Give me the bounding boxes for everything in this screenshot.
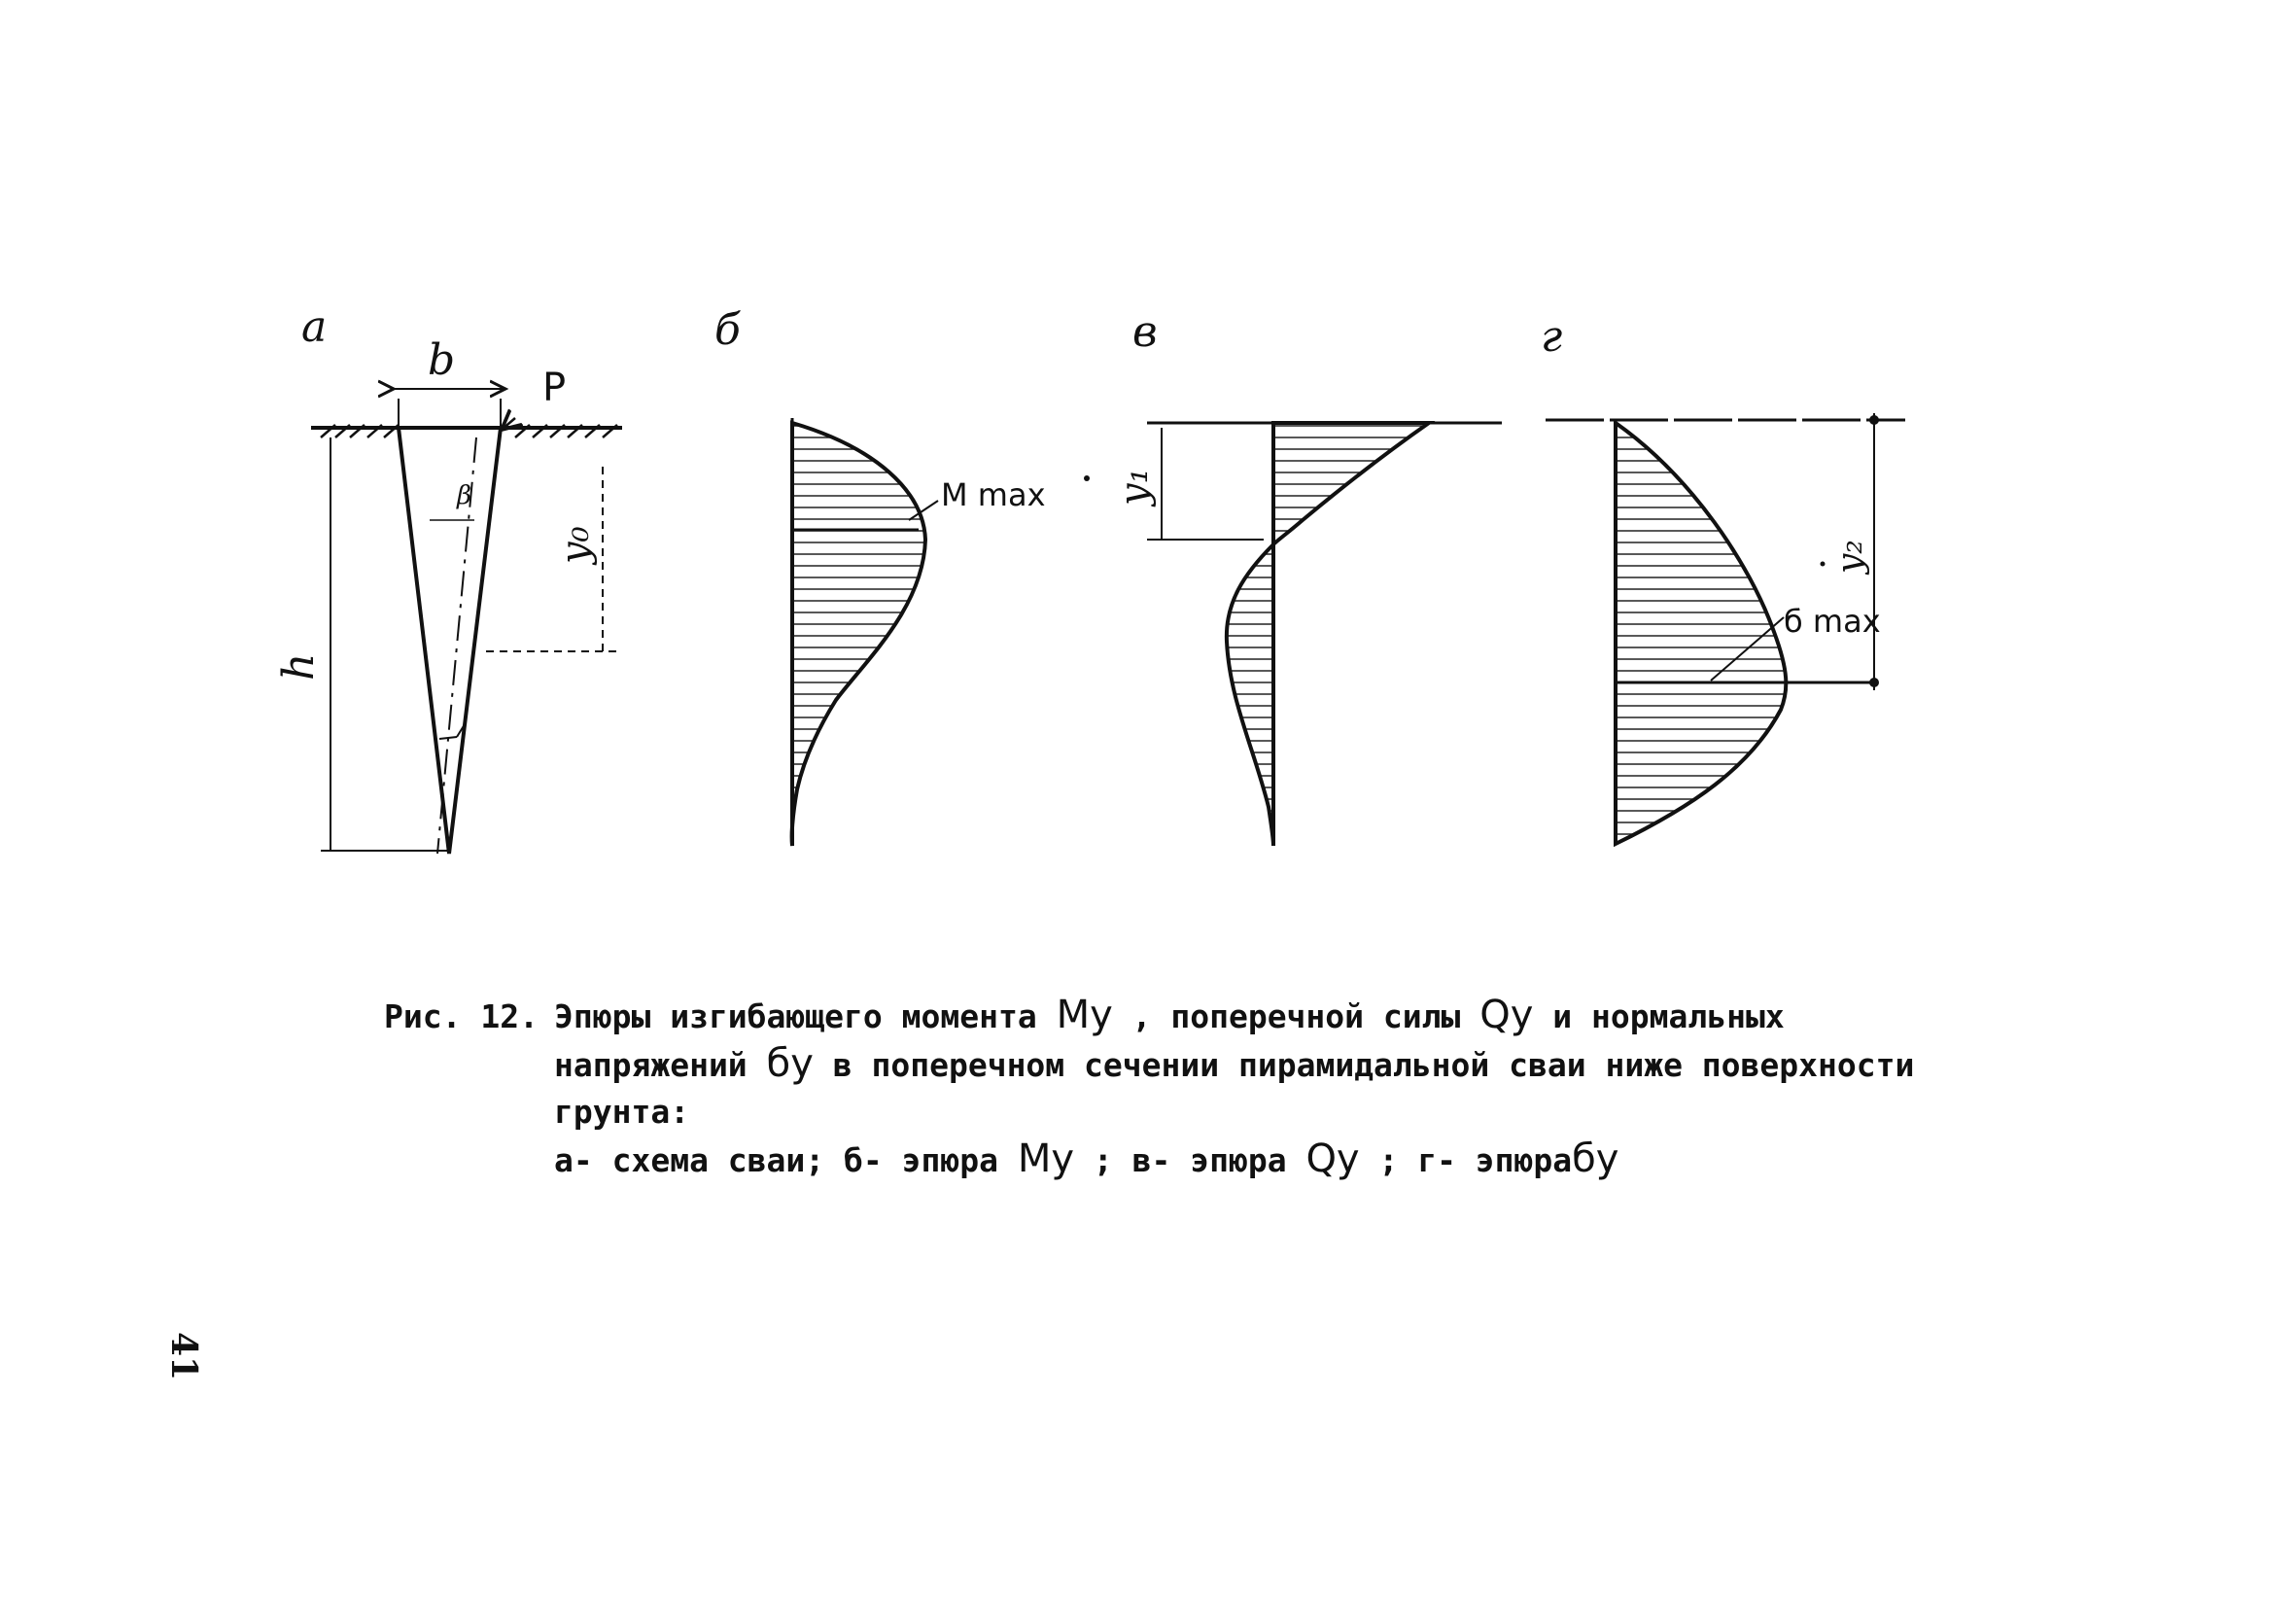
caption-text-1a: Эпюры изгибающего момента [554, 997, 1057, 1035]
pile-load-label: P [542, 366, 567, 410]
caption-number: Рис. 12. [384, 997, 539, 1035]
caption-line-2 [384, 1040, 2036, 1089]
pile-width-label: b [428, 335, 456, 385]
pile-scheme [311, 389, 622, 854]
caption-text-4c: ; г- эпюра [1359, 1141, 1573, 1179]
caption-text-2b: в поперечном сечении пирамидальной сваи ниже поверхности [813, 1046, 1915, 1084]
page-number: 41 [163, 1331, 204, 1381]
caption-sym-moment-2: My [1017, 1136, 1075, 1181]
caption-sym-shear-2: Qy [1305, 1136, 1360, 1181]
caption-text-1c: и нормальных [1533, 997, 1785, 1035]
panel-letter-a: а [301, 302, 328, 352]
moment-area [792, 423, 925, 846]
pile-depth-label: y₀ [553, 526, 598, 564]
caption-text-4b: ; в- эпюра [1074, 1141, 1306, 1179]
shear-depth-label: y₁ [1112, 468, 1157, 506]
pile-height-label: h [274, 652, 324, 681]
pile-angle-label: β [457, 481, 472, 510]
panel-letter-g: г [1541, 312, 1563, 362]
moment-diagram [792, 418, 938, 846]
caption-text-2a: напряжений [554, 1046, 767, 1084]
stress-depth-label: y₂ [1830, 540, 1870, 574]
caption-sym-stress-2: бy [1572, 1136, 1619, 1181]
stress-max-label: б max [1784, 603, 1881, 640]
figure-caption [384, 992, 2036, 1184]
panel-letter-v: в [1132, 307, 1158, 357]
panel-letter-b: б [714, 305, 741, 355]
caption-sym-shear: Qy [1479, 993, 1534, 1037]
caption-line-1 [384, 992, 2036, 1040]
caption-line-4 [384, 1136, 2036, 1184]
moment-max-label: M max [941, 476, 1046, 513]
stress-area [1616, 423, 1786, 844]
caption-sym-moment: My [1056, 993, 1113, 1037]
caption-text-1b: , поперечной силы [1112, 997, 1480, 1035]
shear-positive-area [1273, 423, 1429, 544]
caption-text-4a: а- схема сваи; б- эпюра [554, 1141, 1018, 1179]
caption-sym-stress: бy [766, 1041, 814, 1086]
caption-line-3: грунта: [554, 1093, 690, 1131]
shear-negative-area [1227, 544, 1273, 846]
pile-outline [399, 428, 501, 854]
